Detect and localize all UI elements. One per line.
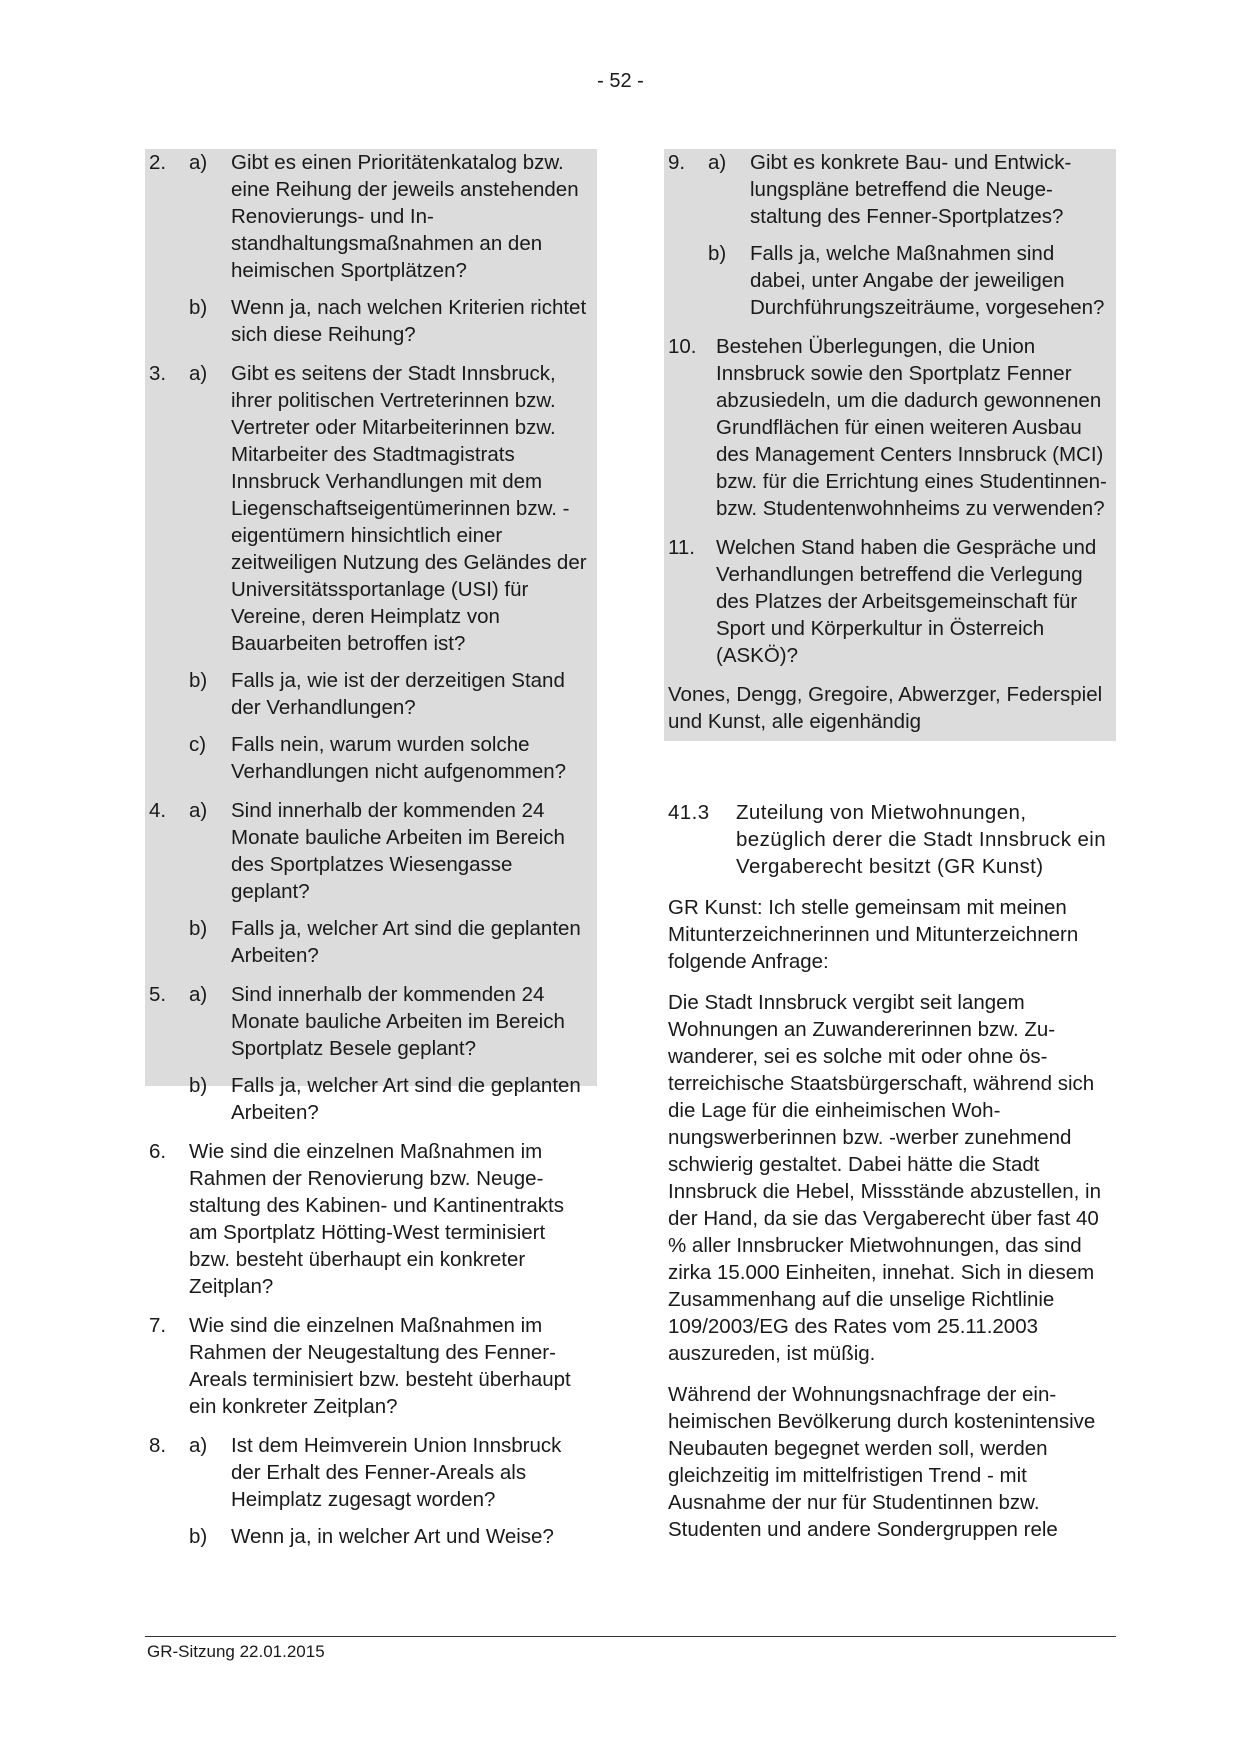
- question-text: Wenn ja, nach welchen Kriterien richtet sich diese Reihung?: [231, 296, 587, 346]
- question-text: Wie sind die einzelnen Maßnahmen im Rahmen der Neugestaltung des Fenner-Areals terminisiert bzw. besteht überhaupt ein konkreter Zeitplan?: [189, 1314, 571, 1418]
- footer-divider: [145, 1636, 1116, 1637]
- question-text: Sind innerhalb der kommenden 24 Monate bauliche Arbeiten im Bereich des Sportplatzes Wiesengasse geplant?: [231, 799, 565, 903]
- question-text: Gibt es seitens der Stadt Innsbruck, ihrer politischen Vertreterinnen bzw. Vertreter oder Mitarbeiterinnen bzw. Mitarbeiter des Stadtmagistrats Innsbruck Verhandlungen mit dem Liegenschaftseigentümerinnen bzw. -eigentümern hinsichtlich einer zeitweiligen Nutzung des Geländes der Universitätssportanlage (USI) für Vereine, deren Heimplatz von Bauarbeiten betroffen ist?: [231, 362, 587, 655]
- sub-label: a): [189, 1434, 208, 1457]
- question-number: 2.: [149, 151, 167, 174]
- sub-label: b): [189, 1074, 208, 1097]
- question-6: [149, 1138, 589, 1300]
- sub-label: c): [189, 733, 207, 756]
- question-5: [149, 981, 589, 1126]
- question-4: [149, 797, 589, 969]
- sub-label: b): [708, 242, 727, 265]
- question-block-right: [664, 149, 1116, 741]
- question-7: [149, 1312, 589, 1420]
- question-number: 10.: [668, 335, 697, 358]
- question-text: Gibt es einen Prioritätenkatalog bzw. eine Reihung der jeweils anstehenden Renovierungs- und Instandhaltungsmaßnahmen an den heimischen Sportplätzen?: [231, 151, 579, 282]
- question-8: [149, 1432, 589, 1550]
- question-2: [149, 149, 589, 348]
- question-text: Gibt es konkrete Bau- und Entwicklungspläne betreffend die Neugestaltung des Fenner-Sportplatzes?: [750, 151, 1072, 228]
- left-column: [145, 149, 597, 1548]
- right-column: [664, 149, 1116, 1543]
- section-number: 41.3: [668, 801, 710, 824]
- question-3: [149, 360, 589, 785]
- question-number: 11.: [668, 536, 695, 559]
- question-number: 3.: [149, 362, 167, 385]
- sub-label: a): [189, 151, 208, 174]
- question-text: Wenn ja, in welcher Art und Weise?: [231, 1525, 554, 1548]
- question-block-left: [145, 149, 597, 1548]
- sub-label: a): [708, 151, 727, 174]
- sub-label: a): [189, 362, 208, 385]
- sub-label: b): [189, 917, 208, 940]
- sub-label: b): [189, 669, 208, 692]
- question-text: Welchen Stand haben die Gespräche und Verhandlungen betreffend die Verlegung des Platzes der Arbeitsgemeinschaft für Sport und Körperkultur in Österreich (ASKÖ)?: [716, 536, 1097, 667]
- question-number: 8.: [149, 1434, 167, 1457]
- paragraph: Während der Wohnungsnachfrage der einheimischen Bevölkerung durch kostenintensive Neubauten begegnet werden soll, werden gleichzeitig im mittelfristigen Trend - mit Ausnahme der nur für Studentinnen bzw. Studenten und andere Sondergruppen rele: [668, 1383, 1096, 1541]
- question-text: Falls ja, welche Maßnahmen sind dabei, unter Angabe der jeweiligen Durchführungszeiträume, vorgesehen?: [750, 242, 1105, 319]
- question-9: [668, 149, 1108, 321]
- section-heading: [664, 799, 1116, 880]
- question-number: 5.: [149, 983, 167, 1006]
- sub-label: a): [189, 983, 208, 1006]
- sub-label: b): [189, 1525, 208, 1548]
- sub-label: b): [189, 296, 208, 319]
- page-number: - 52 -: [597, 70, 644, 92]
- question-text: Sind innerhalb der kommenden 24 Monate bauliche Arbeiten im Bereich Sportplatz Besele geplant?: [231, 983, 565, 1060]
- paragraph: GR Kunst: Ich stelle gemeinsam mit meinen Mitunterzeichnerinnen und Mitunterzeichnern folgende Anfrage:: [668, 896, 1079, 973]
- question-number: 7.: [149, 1314, 167, 1337]
- footer-text: GR-Sitzung 22.01.2015: [147, 1642, 325, 1661]
- question-text: Falls ja, welcher Art sind die geplanten Arbeiten?: [231, 1074, 581, 1124]
- question-text: Falls ja, wie ist der derzeitigen Stand der Verhandlungen?: [231, 669, 565, 719]
- signatures: Vones, Dengg, Gregoire, Abwerzger, Federspiel und Kunst, alle eigenhändig: [668, 683, 1103, 733]
- question-text: Falls ja, welcher Art sind die geplanten Arbeiten?: [231, 917, 581, 967]
- paragraph: Die Stadt Innsbruck vergibt seit langem Wohnungen an Zuwandererinnen bzw. Zuwanderer, sei es solche mit oder ohne österreichische Staatsbürgerschaft, während sich die Lage für die einheimischen Wohnungswerberinnen bzw. -werber zunehmend schwierig gestaltet. Dabei hätte die Stadt Innsbruck die Hebel, Missstände abzustellen, in der Hand, da sie das Vergaberecht über fast 40 % aller Innsbrucker Mietwohnungen, das sind zirka 15.000 Einheiten, innehat. Sich in diesem Zusammenhang auf die unselige Richtlinie 109/2003/EG des Rates vom 25.11.2003 auszureden, ist müßig.: [668, 991, 1102, 1365]
- question-11: [668, 534, 1108, 669]
- question-number: 6.: [149, 1140, 167, 1163]
- question-text: Bestehen Überlegungen, die Union Innsbruck sowie den Sportplatz Fenner abzusiedeln, um die dadurch gewonnenen Grundflächen für einen weiteren Ausbau des Management Centers Innsbruck (MCI) bzw. für die Errichtung eines Studentinnen- bzw. Studentenwohnheims zu verwenden?: [716, 335, 1107, 520]
- question-number: 9.: [668, 151, 686, 174]
- section-title: Zuteilung von Mietwohnungen, bezüglich derer die Stadt Innsbruck ein Vergaberecht besitzt (GR Kunst): [736, 801, 1107, 878]
- question-text: Wie sind die einzelnen Maßnahmen im Rahmen der Renovierung bzw. Neugestaltung des Kabinen- und Kantinentrakts am Sportplatz Hötting-West terminisiert bzw. besteht überhaupt ein konkreter Zeitplan?: [189, 1140, 564, 1298]
- question-number: 4.: [149, 799, 167, 822]
- question-10: [668, 333, 1108, 522]
- question-text: Falls nein, warum wurden solche Verhandlungen nicht aufgenommen?: [231, 733, 567, 783]
- question-text: Ist dem Heimverein Union Innsbruck der Erhalt des Fenner-Areals als Heimplatz zugesagt worden?: [231, 1434, 562, 1511]
- sub-label: a): [189, 799, 208, 822]
